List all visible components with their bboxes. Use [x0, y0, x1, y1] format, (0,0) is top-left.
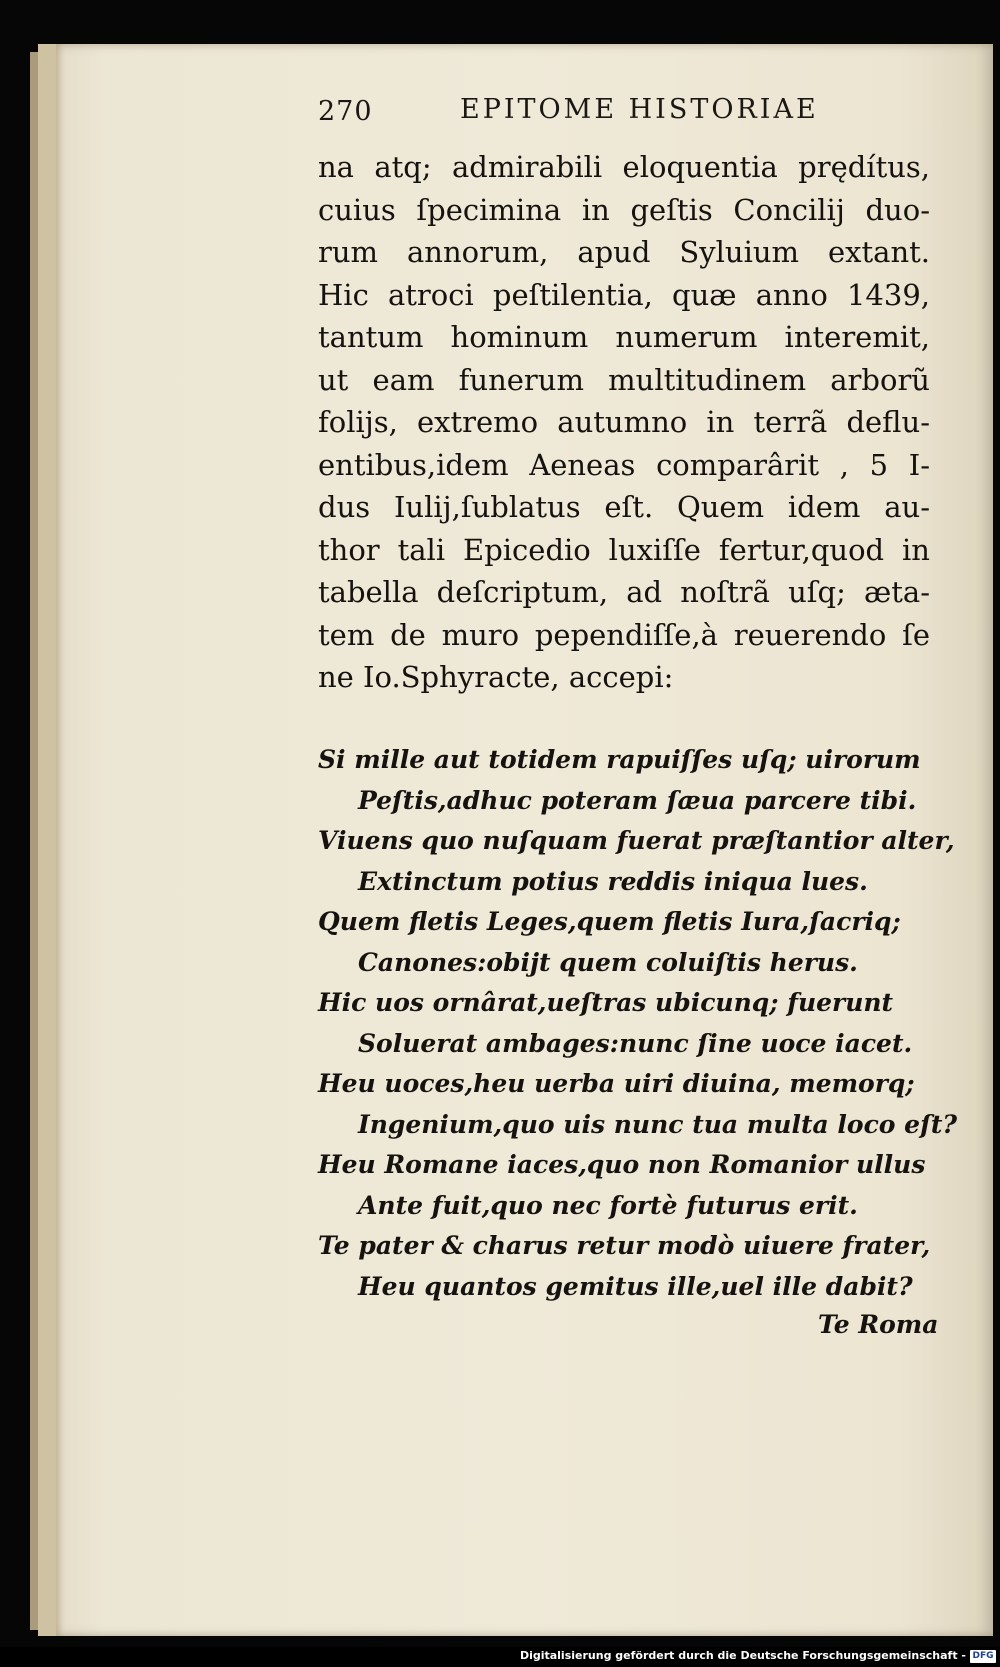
poem-line: Quem fletis Leges,quem fletis Iura,ſacriq; [318, 907, 901, 936]
poem-line: Viuens quo nuſquam fuerat præſtantior alter, [318, 826, 955, 855]
prose-line: dus Iulij,ſublatus eſt. Quem idem au- [318, 490, 930, 524]
prose-line: na atq; admirabili eloquentia prędítus, [318, 150, 930, 184]
prose-line: cuius ſpecimina in geſtis Concilij duo- [318, 192, 930, 227]
prose-line: entibus,idem Aeneas comparârit , 5 I- [318, 447, 930, 482]
poem-line: Hic uos ornârat,ueſtras ubicunq; fuerunt [318, 988, 894, 1017]
poem-line: Heu Romane iaces,quo non Romanior ullus [318, 1150, 926, 1179]
dfg-logo-icon: DFG [970, 1650, 996, 1663]
catchword: Te Roma [818, 1310, 939, 1339]
prose-line: ut eam funerum multitudinem arborũ [318, 362, 930, 397]
poem-line: Soluerat ambages:nunc ſine uoce iacet. [358, 1028, 913, 1058]
prose-line: thor tali Epicedio luxiſſe fertur,quod in [318, 532, 930, 567]
prose-line: tem de muro pependiſſe,à reuerendo ſe [318, 617, 930, 652]
poem-line: Heu uoces,heu uerba uiri diuina, memorq; [318, 1069, 915, 1098]
poem-line: Peſtis,adhuc poteram ſæua parcere tibi. [358, 785, 917, 815]
prose-line: tantum hominum numerum interemit, [318, 320, 930, 354]
funding-credit: Digitalisierung gefördert durch die Deutsche Forschungsgemeinschaft - [519, 1649, 966, 1662]
footer-bar [0, 1647, 1000, 1667]
poem-line: Extinctum potius reddis iniqua lues. [358, 866, 868, 896]
poem-line: Si mille aut totidem rapuiſſes uſq; uirorum [318, 745, 921, 774]
epicedium-poem [318, 740, 958, 1307]
poem-line: Heu quantos gemitus ille,uel ille dabit? [358, 1271, 913, 1301]
poem-line: Canones:obijt quem coluiſtis herus. [358, 947, 858, 977]
prose-line: folijs, extremo autumno in terrã deflu- [318, 405, 930, 439]
poem-line: Ingenium,quo uis nunc tua multa loco eſt? [358, 1109, 958, 1139]
running-header [318, 92, 858, 136]
prose-block [318, 146, 930, 699]
prose-line: tabella deſcriptum, ad noſtrã uſq; æta- [318, 575, 930, 609]
prose-line: ne Io.Sphyracte, accepi: [318, 660, 674, 694]
poem-line: Ante fuit,quo nec fortè futurus erit. [358, 1190, 858, 1220]
prose-line: rum annorum, apud Syluium extant. [318, 235, 930, 269]
prose-line: Hic atroci peſtilentia, quæ anno 1439, [318, 277, 930, 312]
page-number: 270 [318, 96, 373, 127]
running-title: EPITOME HISTORIAE [460, 94, 819, 125]
poem-line: Te pater & charus retur modò uiuere frater, [318, 1231, 931, 1260]
